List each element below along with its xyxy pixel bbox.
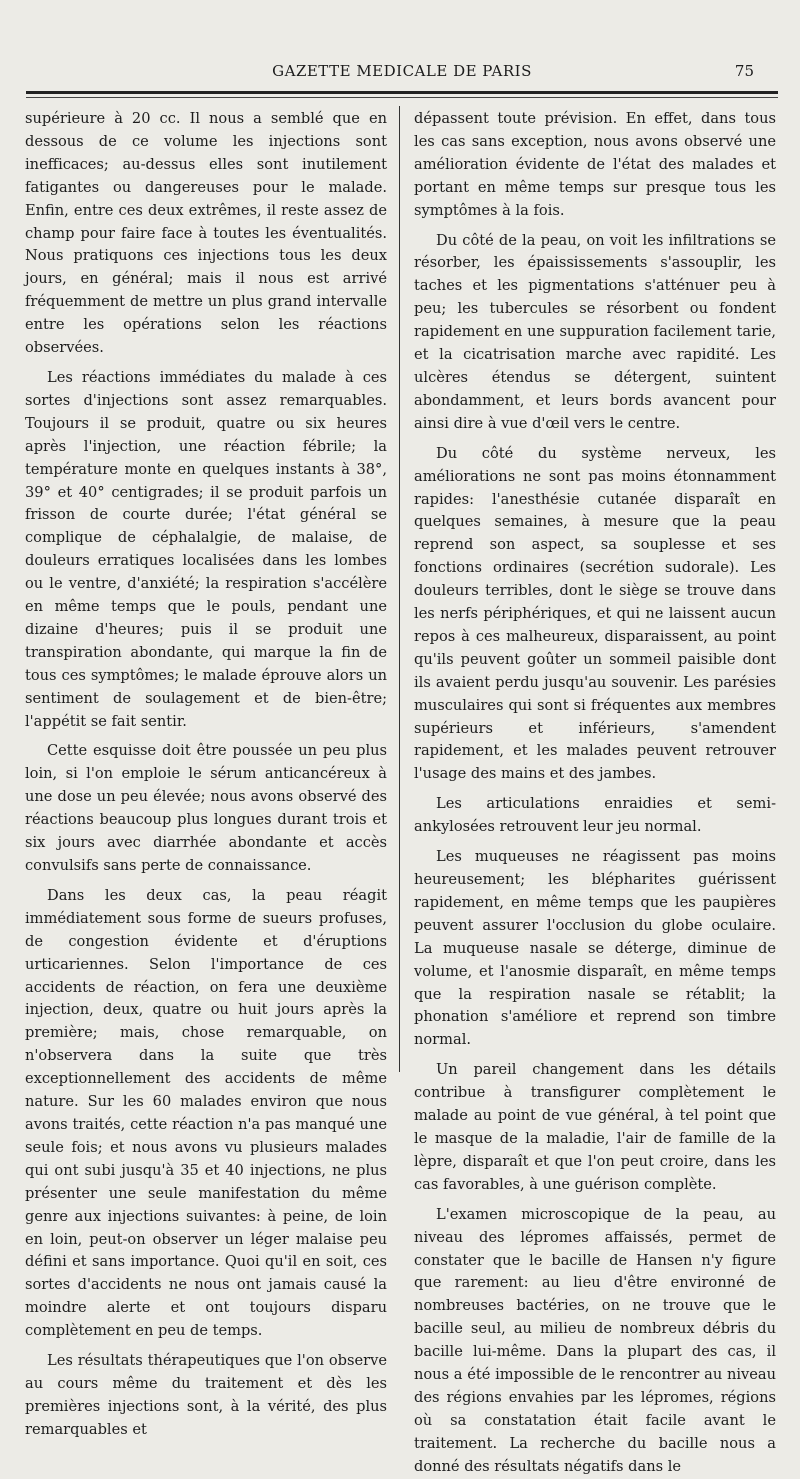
page-header bbox=[26, 60, 778, 84]
left-column bbox=[25, 108, 387, 1442]
paragraph: Cette esquisse doit être poussée un peu plus loin, si l'on emploie le sérum anticancéreux à une dose un peu élevée; nous avons observé des réactions beaucoup plus longues durant trois et six jours avec diarrhée abondante et accès convulsifs sans perte de connaissance. bbox=[25, 742, 387, 874]
page-number: 75 bbox=[734, 62, 754, 80]
column-divider bbox=[399, 106, 400, 1072]
paragraph: dépassent toute prévision. En effet, dans tous les cas sans exception, nous avons observé une amélioration évidente de l'état des malades et portant en même temps sur presque tous les symptômes à la fois. bbox=[414, 110, 776, 219]
paragraph: Les résultats thérapeutiques que l'on observe au cours même du traitement et dès les premières injections sont, à la vérité, des plus remarquables et bbox=[25, 1352, 387, 1438]
header-rule-thin bbox=[26, 97, 778, 98]
right-column bbox=[414, 108, 776, 1479]
paragraph: Dans les deux cas, la peau réagit immédiatement sous forme de sueurs profuses, de congestion évidente et d'éruptions urticariennes. Selon l'importance de ces accidents de réaction, on fera une deuxième injection, deux, quatre ou huit jours après la première; mais, chose remarquable, on n'observera dans la suite que très exceptionnellement des accidents de même nature. Sur les 60 malades environ que nous avons traités, cette réaction n'a pas manqué une seule fois; et nous avons vu plusieurs malades qui ont subi jusqu'à 35 et 40 injections, ne plus présenter une seule manifestation du même genre aux injections suivantes: à peine, de loin en loin, peut-on observer un léger malaise peu défini et sans importance. Quoi qu'il en soit, ces sortes d'accidents ne nous ont jamais causé la moindre alerte et ont toujours disparu complètement en peu de temps. bbox=[25, 886, 387, 1340]
paragraph: Les réactions immédiates du malade à ces sortes d'injections sont assez remarquables. Toujours il se produit, quatre ou six heures après l'injection, une réaction fébrile; la température monte en quelques instants à 38°, 39° et 40° centigrades; il se produit parfois un frisson de courte durée; l'état général se complique de céphalalgie, de malaise, de douleurs erratiques localisées dans les lombes ou le ventre, d'anxiété; la respiration s'accélère en même temps que le pouls, pendant une dizaine d'heures; puis il se produit une transpiration abondante, qui marque la fin de tous ces symptômes; le malade éprouve alors un sentiment de soulagement et de bien-être; l'appétit se fait sentir. bbox=[25, 368, 387, 730]
paragraph: L'examen microscopique de la peau, au niveau des lépromes affaissés, permet de constater que le bacille de Hansen n'y figure que rarement: au lieu d'être environné de nombreuses bactéries, on ne trouve que le bacille seul, au milieu de nombreux débris du bacille lui-même. Dans la plupart des cas, il nous a été impossible de le rencontrer au niveau des régions envahies par les lépromes, régions où sa constatation était facile avant le traitement. La recherche du bacille nous a donné des résultats négatifs dans le bbox=[414, 1205, 776, 1475]
running-title: GAZETTE MEDICALE DE PARIS bbox=[272, 62, 532, 80]
paragraph: Du côté de la peau, on voit les infiltrations se résorber, les épaississements s'assouplir, les taches et les pigmentations s'atténuer peu à peu; les tubercules se résorbent ou fondent rapidement en une suppuration facilement tarie, et la cicatrisation marche avec rapidité. Les ulcères étendus se détergent, suintent abondamment, et leurs bords avancent pour ainsi dire à vue d'œil vers le centre. bbox=[414, 231, 776, 432]
paragraph: Les muqueuses ne réagissent pas moins heureusement; les blépharites guérissent rapidement, en même temps que les paupières peuvent assurer l'occlusion du globe oculaire. La muqueuse nasale se déterge, diminue de volume, et l'anosmie disparaît, en même temps que la respiration nasale se rétablit; la phonation s'améliore et reprend son timbre normal. bbox=[414, 848, 776, 1049]
paragraph: Du côté du système nerveux, les améliorations ne sont pas moins étonnamment rapides: l'anesthésie cutanée disparaît en quelques semaines, à mesure que la peau reprend son aspect, sa souplesse et ses fonctions ordinaires (secrétion sudorale). Les douleurs terribles, dont le siège se trouve dans les nerfs périphériques, et qui ne laissent aucun repos à ces malheureux, disparaissent, au point qu'ils peuvent goûter un sommeil paisible dont ils avaient perdu jusqu'au souvenir. Les parésies musculaires qui sont si fréquentes aux membres supérieurs et inférieurs, s'amendent rapidement, et les malades peuvent retrouver l'usage des mains et des jambes. bbox=[414, 444, 776, 783]
paragraph: supérieure à 20 cc. Il nous a semblé que en dessous de ce volume les injections sont inefficaces; au-dessus elles sont inutilement fatigantes ou dangereuses pour le malade. Enfin, entre ces deux extrêmes, il reste assez de champ pour faire face à toutes les éventualités. Nous pratiquons ces injections tous les deux jours, en général; mais il nous est arrivé fréquemment de mettre un plus grand intervalle entre les opérations selon les réactions observées. bbox=[25, 110, 387, 357]
paragraph: Les articulations enraidies et semi-ankylosées retrouvent leur jeu normal. bbox=[414, 795, 776, 836]
header-rule bbox=[26, 91, 778, 94]
paragraph: Un pareil changement dans les détails contribue à transfigurer complètement le malade au point de vue général, à tel point que le masque de la maladie, l'air de famille de la lèpre, disparaît et que l'on peut croire, dans les cas favorables, à une guérison complète. bbox=[414, 1061, 776, 1193]
